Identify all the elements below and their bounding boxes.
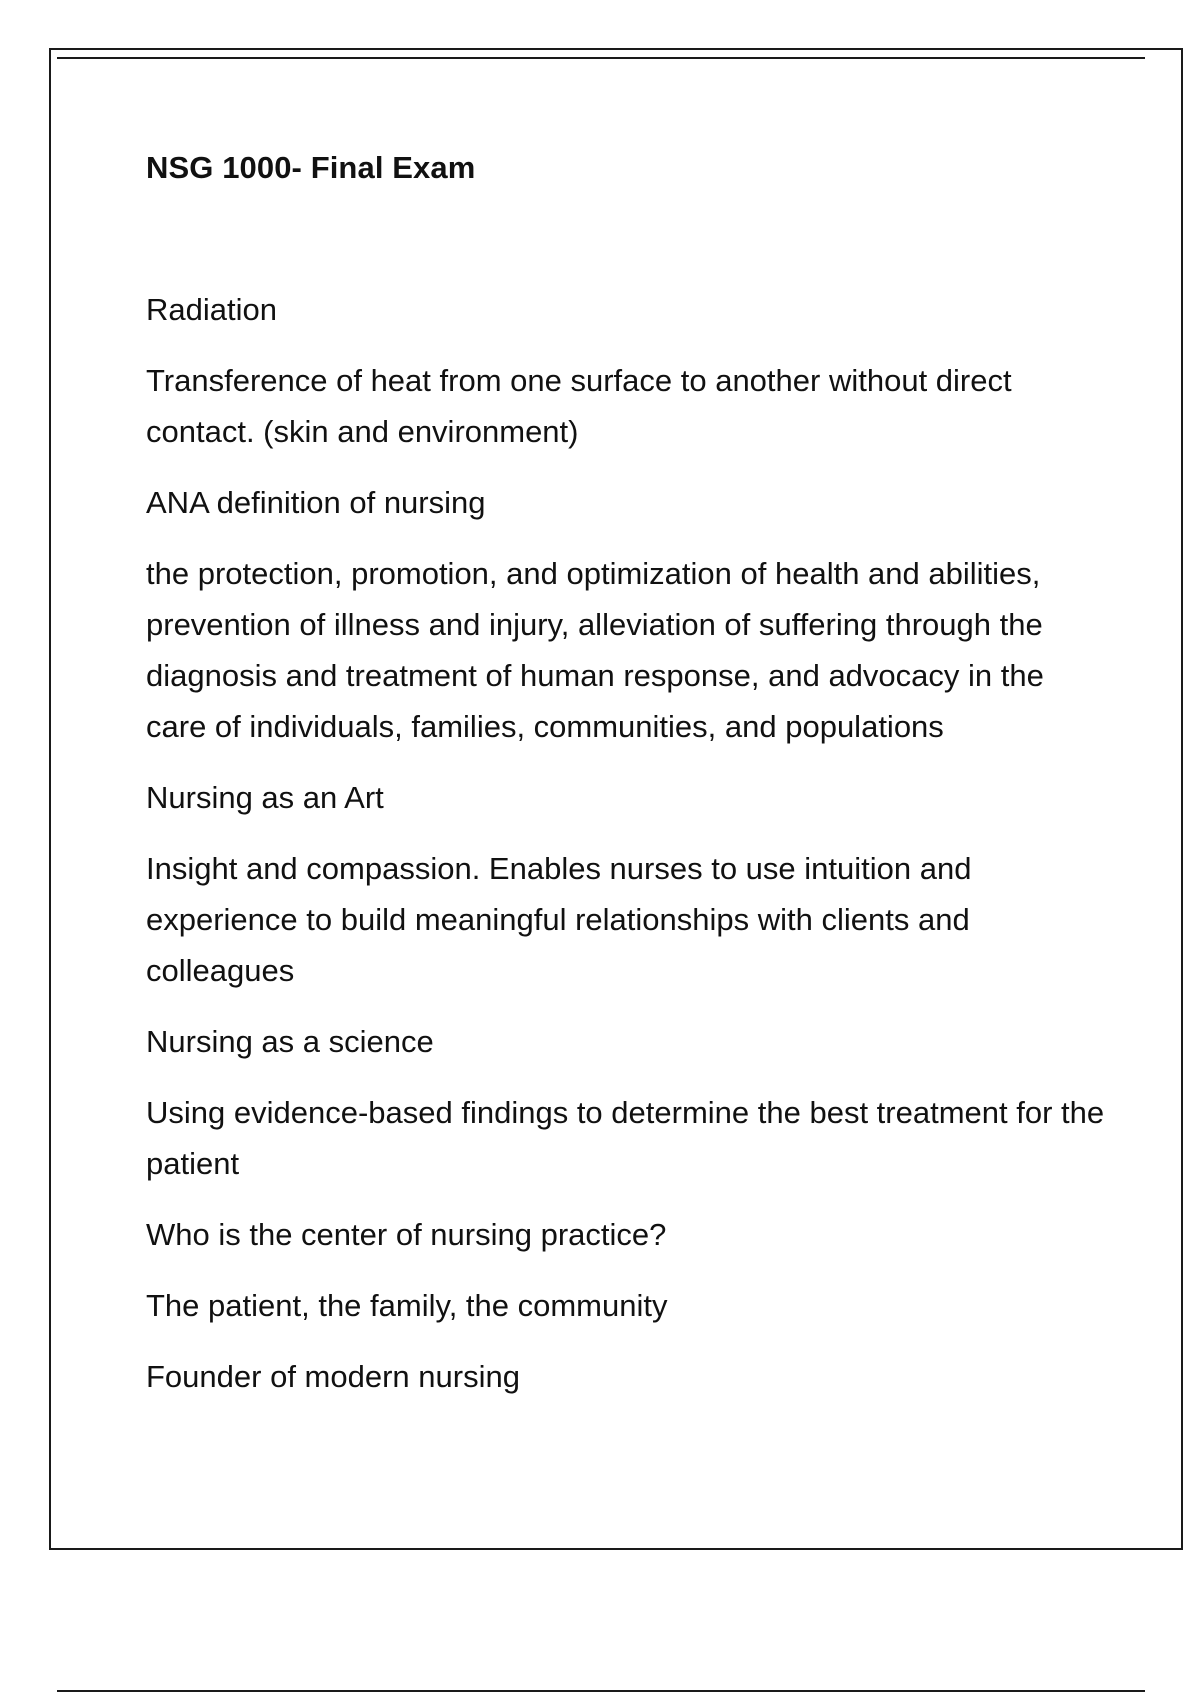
page-title: NSG 1000- Final Exam bbox=[146, 150, 476, 185]
card-definition: Transference of heat from one surface to another without direct contact. (skin and environment) bbox=[146, 363, 1012, 449]
bottom-divider bbox=[57, 1690, 1145, 1692]
flashcard-list bbox=[146, 284, 1106, 1402]
card-term: Who is the center of nursing practice? bbox=[146, 1217, 667, 1252]
card-definition: Insight and compassion. Enables nurses to use intuition and experience to build meaningful relationships with clients and colleagues bbox=[146, 851, 972, 988]
card-term: Founder of modern nursing bbox=[146, 1359, 520, 1394]
card-definition: the protection, promotion, and optimization of health and abilities, prevention of illness and injury, alleviation of suffering through the diagnosis and treatment of human response, and advocacy in the care of individuals, families, communities, and populations bbox=[146, 556, 1044, 744]
card-term: ANA definition of nursing bbox=[146, 485, 486, 520]
card-term: Nursing as an Art bbox=[146, 780, 384, 815]
card-definition: Using evidence-based findings to determine the best treatment for the patient bbox=[146, 1095, 1105, 1181]
card-definition: The patient, the family, the community bbox=[146, 1288, 668, 1323]
card-term: Radiation bbox=[146, 292, 277, 327]
card-term: Nursing as a science bbox=[146, 1024, 434, 1059]
document-content bbox=[146, 146, 1106, 1422]
